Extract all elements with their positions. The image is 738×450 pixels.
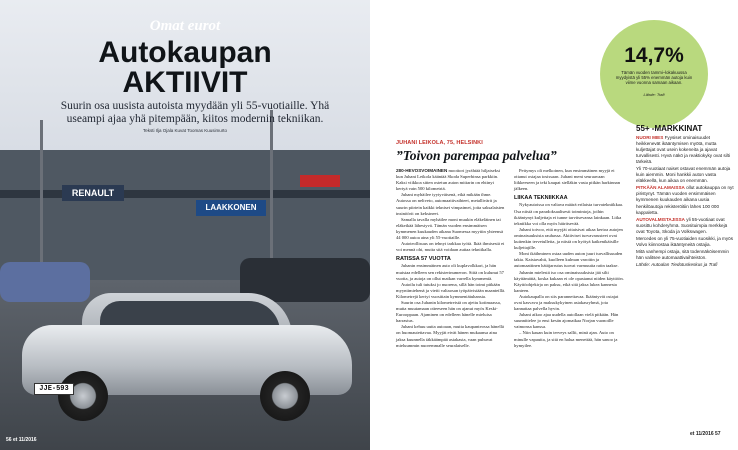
renault-sign: RENAULT — [62, 185, 124, 201]
sidebar-text: yli 55-vuotiaat ovat suosittu kohderyhmä. Suosituimpia merkkejä ovat Toyota, Skoda ja Volkswagen. — [636, 216, 728, 234]
sidebar-text: Fyysiset ominaisuudet heikkenevät ikääntymisen myötä, mutta kuljettajat ovat usein kokeneita ja ajavat turvallisesti. Hyvä näkö ja reaktiokyky ovat silti tärkeitä. — [636, 135, 730, 165]
article-column-1 — [396, 168, 506, 349]
sidebar-text: Mitä vanhempi ostaja, sitä todennäköisemmin hän valitsee automaattivaihteiston. — [636, 248, 729, 260]
paragraph: Autoilu tuli tutuksi jo nuorena, sillä hän toimi pitkään myyntimiehenä ja vietti valtaosan työpäivistään maanteillä. Kilometrejä kertyi vuosittain kymmeniätuhansia. — [396, 281, 506, 299]
car-wheel — [260, 371, 310, 421]
photo-credits: Teksti Ilja Ojala Kuvat Toomas Kuusimurto — [143, 128, 227, 133]
sidebar-paragraph — [636, 135, 734, 165]
stat-description: Tämän vuoden tammi–lokakuussa myydyistä yli 55% enemmän autoja kuin viime vuonna samaan aikaan. — [615, 70, 693, 86]
laakkonen-sign: LAAKKONEN — [196, 200, 266, 216]
sidebar-text: Mercedes on yli 75-vuotiaiden suosikki, ja myös Volvo kiinnostaa ikääntyneitä ostajia. — [636, 235, 734, 247]
story-title: ”Toivon parempaa palvelua” — [396, 148, 557, 163]
headline-line-1: Autokaupan — [98, 36, 272, 69]
car-wheel — [58, 371, 108, 421]
sidebar-lead-in: PITKÄÄN ALAMAISSA — [636, 185, 685, 191]
stat-source: Lähde: Trafi — [643, 92, 665, 97]
left-page-folio: 56 et 11/2016 — [6, 437, 37, 443]
section-kicker: Omat eurot — [149, 18, 221, 34]
paragraph: Juhani toivoo, että myyjät ottaisivat aikaa kertoa autojen ominaisuuksista rauhassa. Aktiiviset turvavarusteet ovat kuitenkin tervetulleita, ja niistä on hyötyä kaikenikäisille kuljettajille. — [514, 226, 623, 251]
sidebar-text: ollut autokauppa on nyt piristynyt. Tämän vuoden ensimmäisen kymmenen kuukauden aikana uusia henkilöautoja rekisteröitiin lähes 100 000 kappaletta. — [636, 185, 734, 215]
paragraph: – Niin kauan kuin terveys sallii, minä ajan. Auto on minulle vapautta, ja sitä en halua menettää, hän sanoo ja hymyilee. — [514, 330, 618, 348]
paragraph: Nykyautoissa on valtava määrä erilaista turvatekniikkaa. Osa niistä on paradoksaalisesti toimintoja, joihin ikääntynyt kuljettaja ei tunne tarvitsevansa lainkaan. Liika tekniikka voi olla myös häiritsevää. — [514, 202, 624, 226]
sidebar-items — [636, 135, 734, 261]
red-sign — [300, 175, 340, 187]
silver-skoda-car — [22, 285, 352, 425]
paragraph: Autokaupalla on siis parannettavaa. Ikääntyvät ostajat ovat kasvava ja maksukykyinen asiakasryhmä, jota kannattaa palvella hyvin. — [514, 293, 619, 312]
subheading: RATISSA 57 VUOTTA — [396, 256, 451, 263]
paragraph: Suurin osa Juhanin kilometreistä on ajettu kotimaassa, mutta muutamaan otteeseen hän on ajanut myös Keski-Eurooppaan. Ajaminen on edelleen hänelle mieluisa harrastus. — [396, 299, 501, 324]
sidebar-paragraph — [636, 217, 734, 235]
sidebar-paragraph — [636, 249, 734, 261]
sidebar-paragraph — [636, 185, 734, 215]
paragraph-text: moottori jyrähtää hiljaiseksi kun Juhani Leikola kääntää Skoda Superbinsa parkkiin. Kaksi viikkoa sitten ostetun auton mittarin on ehtinyt kertyä vain 500 kilometriä. — [396, 168, 501, 192]
headline-line-2: AKTIIVIT — [122, 66, 248, 99]
paragraph: Juhanin ensimmäinen auto oli kuplavolkkari, ja hän muistaa edelleen sen rekisterinumeron. Siitä on kulunut 57 vuotta, ja autoja on ollut matkan varrella kymmeniä. — [396, 263, 504, 281]
paragraph: Moni ikäihminen ostaa uuden auton juuri turvallisuuden takia. Kaistavahti, kuolleen kulman varoitin ja automaattinen hätäjarrutus tuovat varmuutta ratin taakse. — [514, 251, 623, 269]
sidebar-paragraph — [636, 166, 734, 184]
lead-in: 280-HEVOSVOIMAINEN — [396, 168, 448, 173]
article-column-2 — [514, 168, 624, 349]
sidebar-source: Lähde: Autoalan Tiedotuskeskus ja Trafi — [636, 261, 718, 267]
market-sidebar — [636, 124, 734, 269]
paragraph: Pettymys oli melkoinen, kun ensimmäinen myyjä ei ottanut ostajaa tosissaan. Juhani meni seuraavaan liikkeeseen ja teki kaupat sielläkin vasta pitkän harkinnan jälkeen. — [514, 168, 621, 192]
paragraph: Juhani aikoo ajaa uudella autollaan vielä pitkään. Hän suunnittelee jo ensi kesän ajomatkaa Norjan vuonoille vaimonsa kanssa. — [514, 312, 619, 330]
lede-paragraph: Suurin osa uusista autoista myydään yli 55-vuotiaille. Yhä useampi ajaa yhä pitempään, kiitos modernin tekniikan. — [60, 100, 330, 125]
paragraph: Samalla tavalla myhäilee moni muukin eläkeläinen tai eläkeikää lähestyvä. Tämän vuoden ensimmäisen kymmenen kuukauden aikana Suomessa myytiin yhteensä 44 000 autoa aina yli 55-vuotiaille. — [396, 216, 504, 241]
right-page-folio: et 11/2016 57 — [690, 431, 721, 437]
stat-value: 14,7% — [624, 44, 684, 67]
sidebar-text: Yli 70-vuotiaat naiset ostavat enemmän autoja kuin aiemmin. Moni hankkii auton vasta eläkkeellä, kun aikaa on enemmän. — [636, 166, 731, 184]
license-plate: JJE-593 — [34, 383, 74, 395]
story-byline: JUHANI LEIKOLA, 75, HELSINKI — [396, 140, 483, 146]
sidebar-lead-in: AUTOVALMISTAJISSA — [636, 216, 686, 222]
building-stripe — [0, 190, 370, 198]
paragraph: Juhani kehuu uutta autoaan, mutta kaupanteossa hänellä on huomautettavaa. Myyjät eivät hänen mukaansa aina jaksa kuunnella iäkkäämpää asiakasta, vaan puhuvat mieluummin nuoremmalle seuralaiselle. — [396, 324, 504, 348]
paragraph: Juhanin mielestä iso osa ominaisuuksista jää silti käyttämättä, koska kukaan ei ole opastanut niiden käyttöön. Käyttöohjekirja on paksu, eikä sitä jaksa lukea kannesta kanteen. — [514, 269, 624, 293]
subheading: LIIKAA TEKNIIKKAA — [514, 195, 568, 202]
lead-paragraph — [396, 168, 506, 192]
sidebar-lead-in: NUORI MIES — [636, 135, 664, 140]
paragraph: Juhani myhäilee tyytyväisenä, eikä mikään ihme. Autossa on neliveto, automaattivaihteet, metallivärit ja suurin piirtein kaikki tekniset vimpaimet, joita saksalaisten insinöörit on keksineet. — [396, 192, 505, 216]
sidebar-paragraph — [636, 236, 734, 248]
sidebar-title: 55+ -MARKKINAT — [636, 124, 703, 133]
paragraph: Autoteollisuus on tehnyt tarkkaa työtä. Ikää ihmisestä ei voi mennä ohi, mutta sitä voidaan auttaa tekniikalla. — [396, 241, 505, 253]
